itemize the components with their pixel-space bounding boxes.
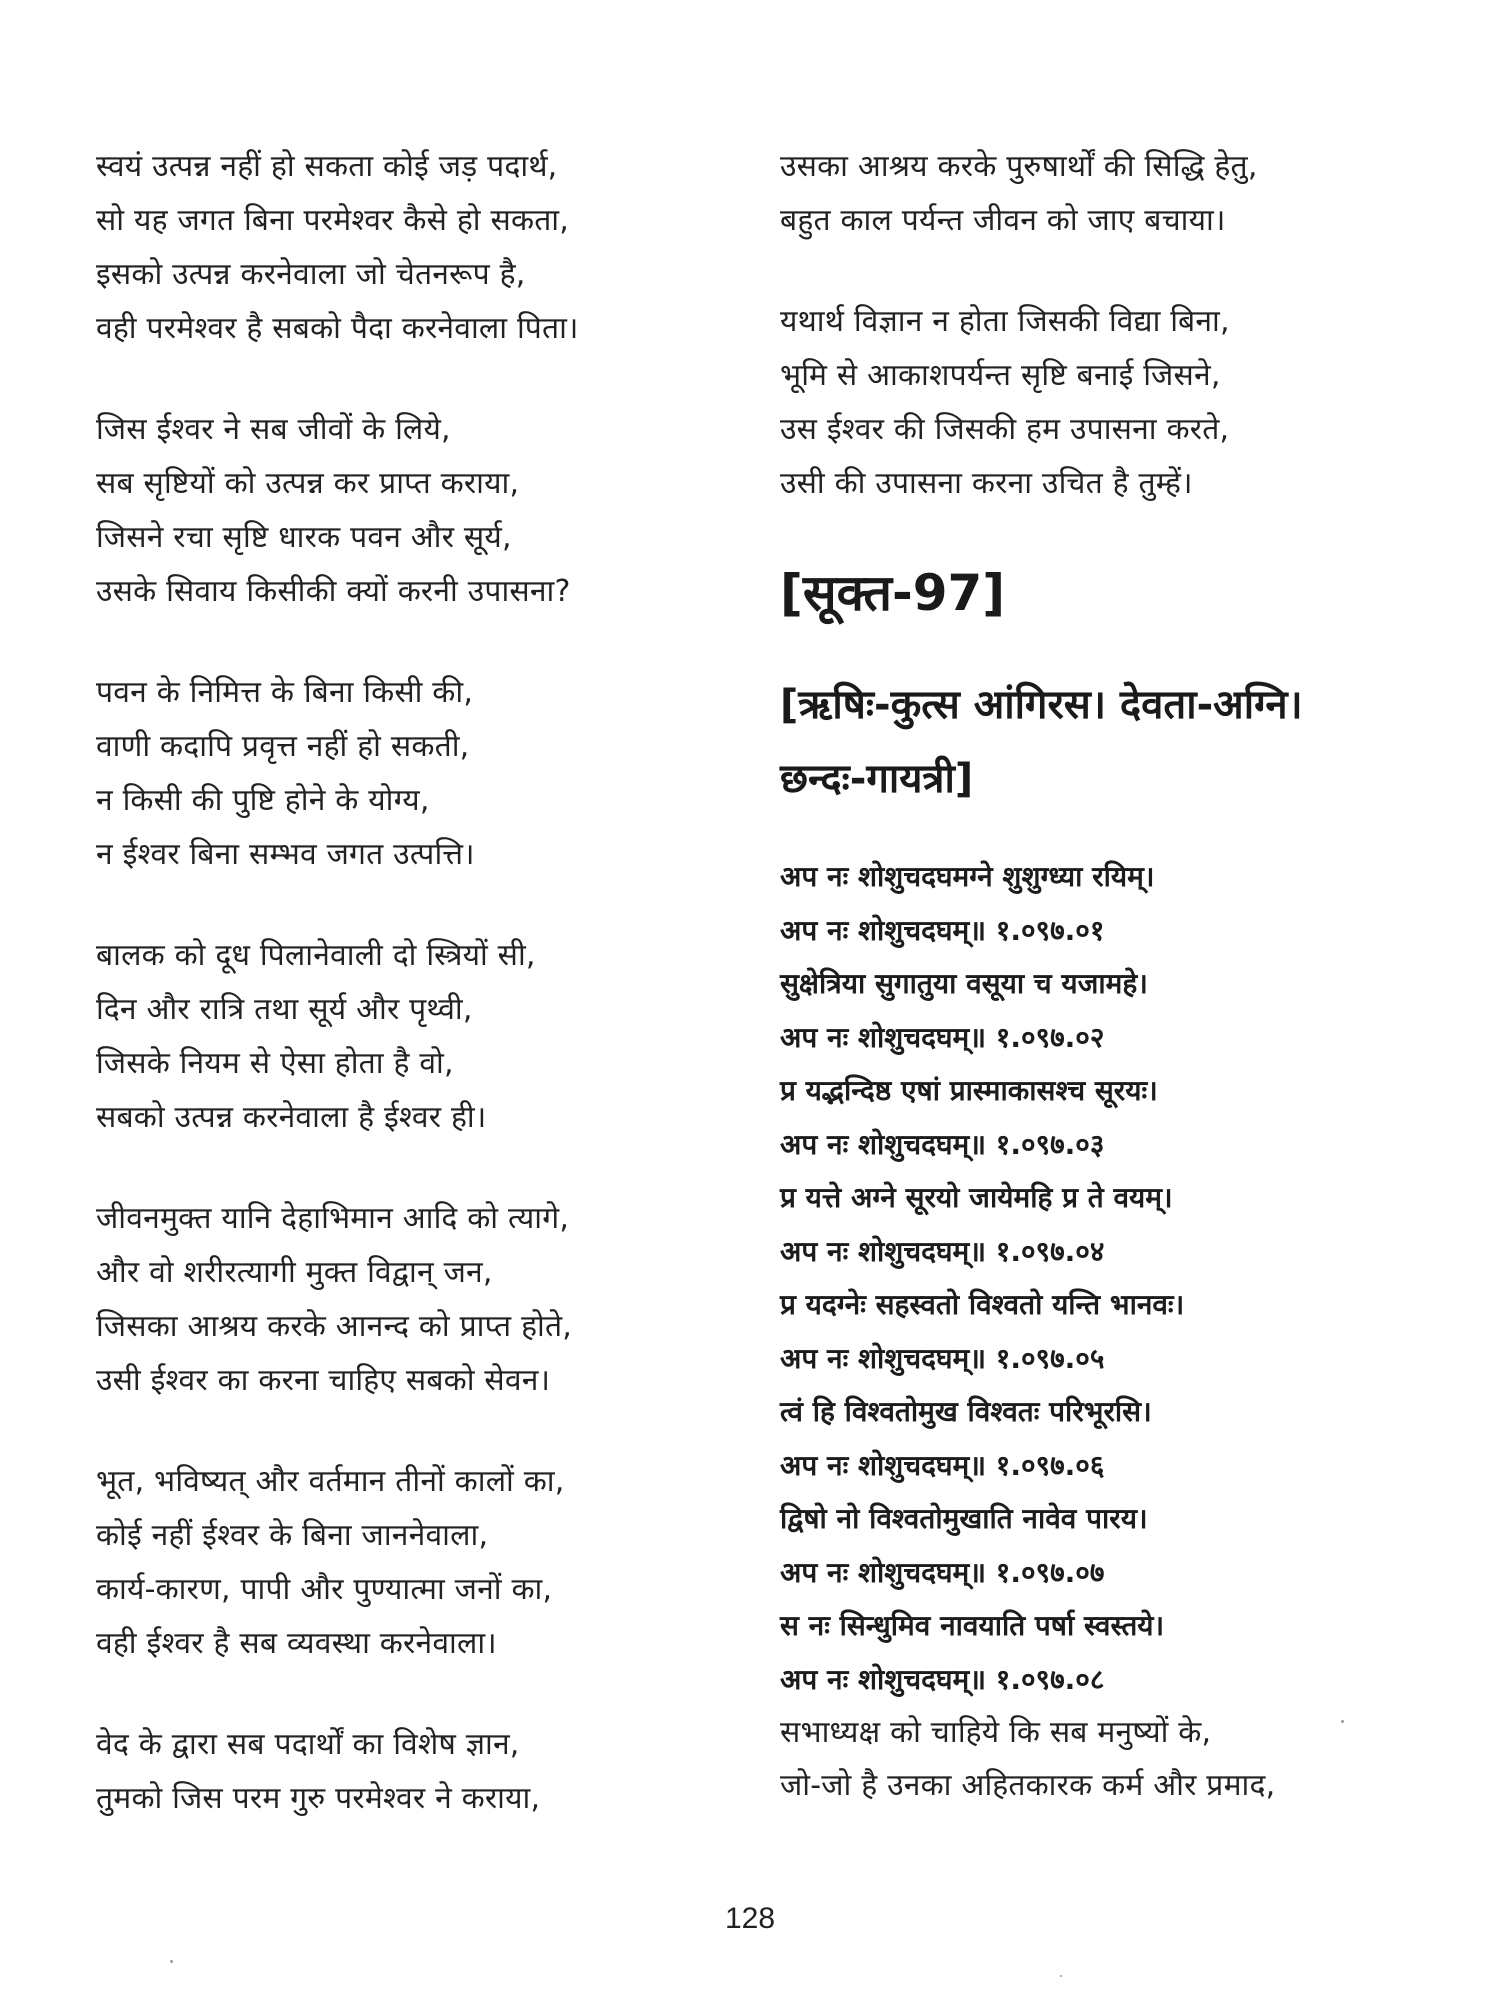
poem-line: वेद के द्वारा सब पदार्थों का विशेष ज्ञान,	[96, 1727, 520, 1762]
poem-line: उस ईश्वर की जिसकी हम उपासना करते,	[780, 412, 1230, 447]
poem-line: उसके सिवाय किसीकी क्यों करनी उपासना?	[96, 574, 571, 609]
mantra-refrain: अप नः शोशुचदघम्॥ १.०९७.०६	[780, 1448, 1105, 1482]
right-column	[780, 140, 1440, 1812]
poem-line: दिन और रात्रि तथा सूर्य और पृथ्वी,	[96, 992, 473, 1027]
meta-heading-line: [ऋषिः-कुत्स आंगिरस। देवता-अग्नि।	[780, 682, 1303, 728]
poem-line: भूमि से आकाशपर्यन्त सृष्टि बनाई जिसने,	[780, 358, 1221, 393]
mantra-refrain: अप नः शोशुचदघम्॥ १.०९७.०७	[780, 1555, 1105, 1589]
poem-stanza	[96, 140, 736, 356]
mantra-line: प्र यत्ते अग्ने सूरयो जायेमहि प्र ते वयम्।	[780, 1181, 1173, 1214]
poem-line: उसका आश्रय करके पुरुषार्थों की सिद्धि हेतु,	[780, 149, 1258, 184]
mantra-refrain: अप नः शोशुचदघम्॥ १.०९७.०२	[780, 1020, 1105, 1054]
mantra-refrain: अप नः शोशुचदघम्॥ १.०९७.०८	[780, 1662, 1105, 1696]
poem-line: बहुत काल पर्यन्त जीवन को जाए बचाया।	[780, 203, 1226, 238]
poem-stanza	[780, 140, 1440, 248]
rishi-devata-chhand-heading	[780, 668, 1440, 816]
poem-line: और वो शरीरत्यागी मुक्त विद्वान् जन,	[96, 1255, 493, 1290]
mantra-refrain: अप नः शोशुचदघम्॥ १.०९७.०४	[780, 1234, 1105, 1268]
poem-line: सो यह जगत बिना परमेश्वर कैसे हो सकता,	[96, 203, 569, 238]
poem-line: कोई नहीं ईश्वर के बिना जाननेवाला,	[96, 1518, 489, 1553]
poem-line: न किसी की पुष्टि होने के योग्य,	[96, 783, 430, 818]
page-number: 128	[724, 1902, 776, 1935]
poem-line: जिसने रचा सृष्टि धारक पवन और सूर्य,	[96, 520, 512, 555]
mantra-line: प्र यद्भन्दिष्ठ एषां प्रास्माकासश्च सूरयः।	[780, 1074, 1158, 1107]
mantra-line: त्वं हि विश्वतोमुख विश्वतः परिभूरसि।	[780, 1395, 1152, 1428]
poem-line: सब सृष्टियों को उत्पन्न कर प्राप्त कराया,	[96, 466, 520, 501]
poem-stanza	[96, 1718, 736, 1826]
mantra-line: प्र यदग्नेः सहस्वतो विश्वतो यन्ति भानवः।	[780, 1288, 1185, 1321]
poem-line: वही ईश्वर है सब व्यवस्था करनेवाला।	[96, 1626, 497, 1661]
mantra-refrain: अप नः शोशुचदघम्॥ १.०९७.०३	[780, 1127, 1105, 1161]
poem-line: जिस ईश्वर ने सब जीवों के लिये,	[96, 412, 451, 447]
mantra-line: अप नः शोशुचदघमग्ने शुशुग्ध्या रयिम्।	[780, 860, 1155, 893]
poem-line: उसी की उपासना करना उचित है तुम्हें।	[780, 466, 1193, 501]
scan-speck	[1060, 1975, 1062, 1977]
poem-line: पवन के निमित्त के बिना किसी की,	[96, 675, 474, 710]
poem-line: स्वयं उत्पन्न नहीं हो सकता कोई जड़ पदार्थ,	[96, 149, 558, 184]
poem-line: भूत, भविष्यत् और वर्तमान तीनों कालों का,	[96, 1464, 565, 1499]
poem-line: कार्य-कारण, पापी और पुण्यात्मा जनों का,	[96, 1572, 553, 1607]
poem-line: यथार्थ विज्ञान न होता जिसकी विद्या बिना,	[780, 304, 1230, 339]
poem-line: उसी ईश्वर का करना चाहिए सबको सेवन।	[96, 1363, 551, 1398]
poem-line: न ईश्वर बिना सम्भव जगत उत्पत्ति।	[96, 837, 475, 872]
scan-speck	[170, 1960, 173, 1963]
poem-stanza	[96, 1455, 736, 1671]
mantra-line: द्विषो नो विश्वतोमुखाति नावेव पारय।	[780, 1502, 1148, 1535]
scan-speck	[1341, 1720, 1344, 1723]
poem-line: जिसका आश्रय करके आनन्द को प्राप्त होते,	[96, 1309, 573, 1344]
poem-line: सभाध्यक्ष को चाहिये कि सब मनुष्यों के,	[780, 1715, 1212, 1750]
poem-line: तुमको जिस परम गुरु परमेश्वर ने कराया,	[96, 1781, 541, 1816]
mantra-line: स नः सिन्धुमिव नावयाति पर्षा स्वस्तये।	[780, 1609, 1165, 1642]
left-column	[96, 140, 736, 1873]
sukta-heading: [सूक्त-97]	[780, 564, 1006, 622]
poem-line: बालक को दूध पिलानेवाली दो स्त्रियों सी,	[96, 938, 536, 973]
poem-line: सबको उत्पन्न करनेवाला है ईश्वर ही।	[96, 1100, 487, 1135]
poem-stanza	[96, 1192, 736, 1408]
poem-line: वही परमेश्वर है सबको पैदा करनेवाला पिता।	[96, 311, 579, 346]
poem-stanza	[96, 929, 736, 1145]
poem-stanza	[96, 666, 736, 882]
poem-line: जिसके नियम से ऐसा होता है वो,	[96, 1046, 454, 1081]
mantra-block	[780, 850, 1440, 1706]
meta-heading-line: छन्दः-गायत्री]	[780, 756, 974, 802]
poem-line: जो-जो है उनका अहितकारक कर्म और प्रमाद,	[780, 1768, 1276, 1803]
poem-line: जीवनमुक्त यानि देहाभिमान आदि को त्यागे,	[96, 1201, 570, 1236]
poem-stanza	[780, 295, 1440, 511]
mantra-line: सुक्षेत्रिया सुगातुया वसूया च यजामहे।	[780, 967, 1148, 1000]
poem-stanza	[96, 403, 736, 619]
mantra-refrain: अप नः शोशुचदघम्॥ १.०९७.०१	[780, 913, 1105, 947]
mantra-refrain: अप नः शोशुचदघम्॥ १.०९७.०५	[780, 1341, 1105, 1375]
poem-line: इसको उत्पन्न करनेवाला जो चेतनरूप है,	[96, 257, 526, 292]
poem-line: वाणी कदापि प्रवृत्त नहीं हो सकती,	[96, 729, 470, 764]
